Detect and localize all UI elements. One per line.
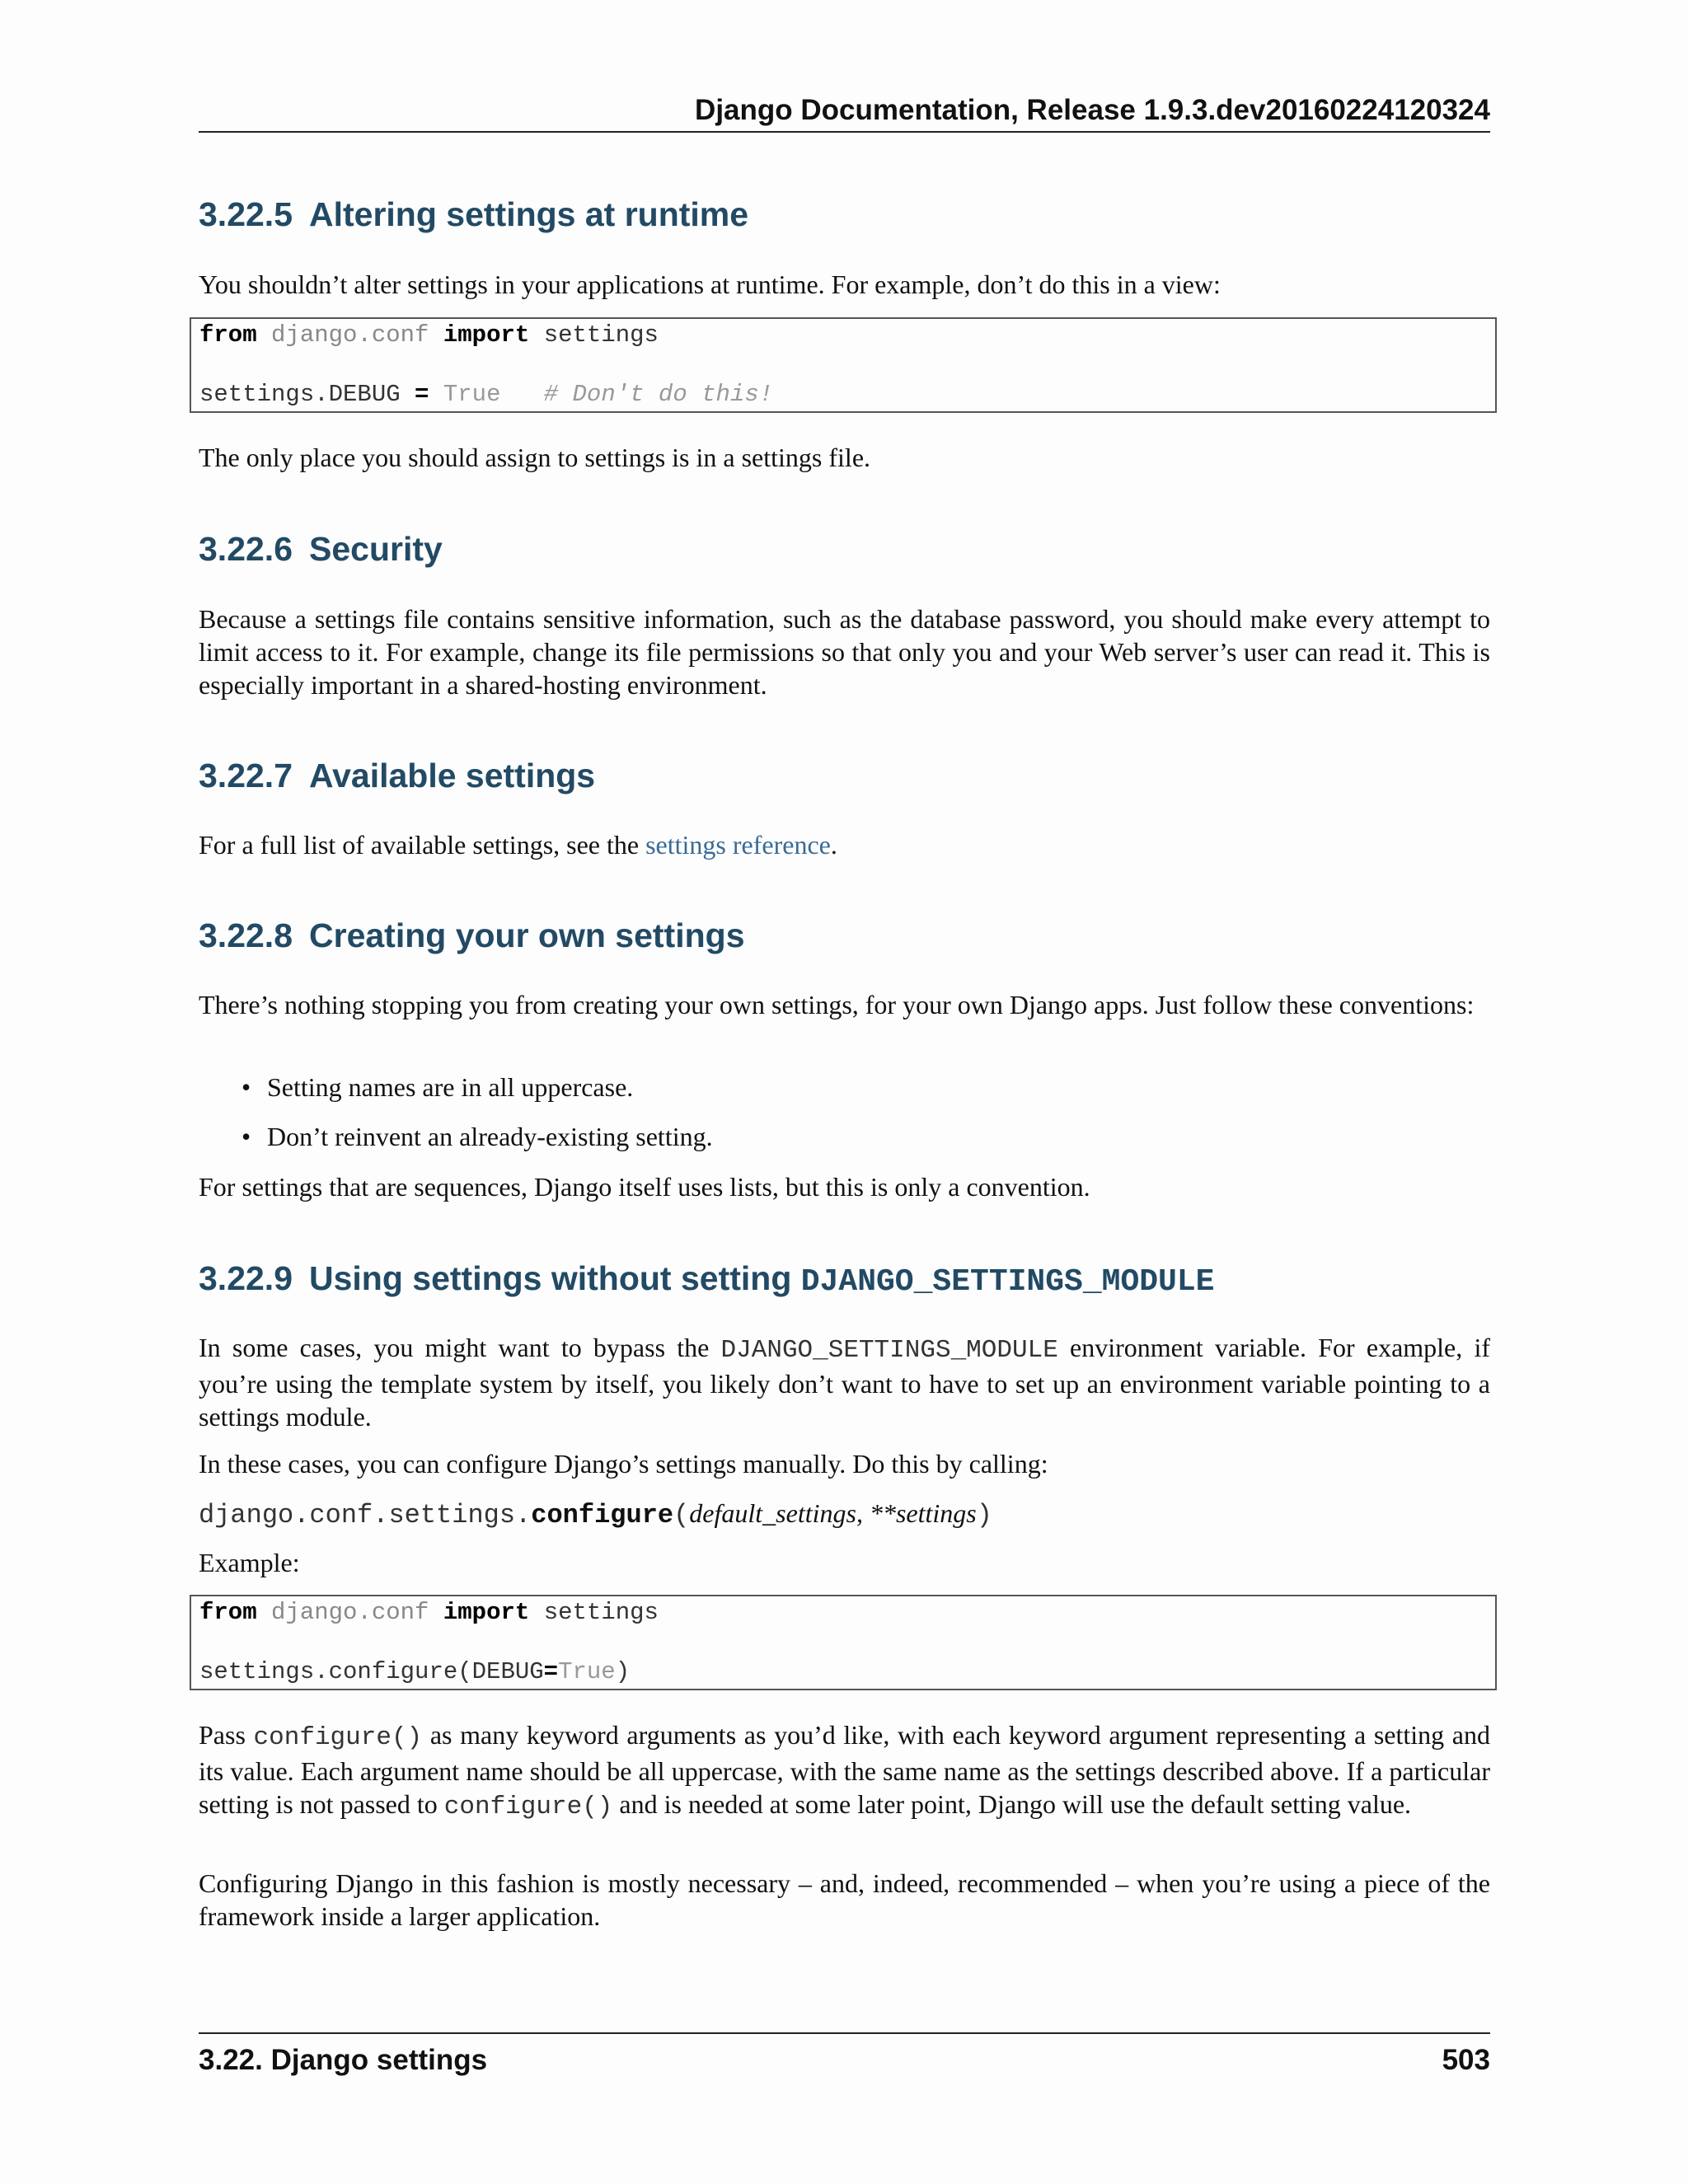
running-header (199, 91, 1490, 133)
paragraph: Configuring Django in this fashion is mostly necessary – and, indeed, recommended – when you’re using a piece of the framework inside a larger application. (199, 1868, 1490, 1931)
paragraph: Example: (199, 1548, 300, 1577)
function-signature: django.conf.settings.configure(default_settings, **settings) (199, 1498, 992, 1530)
section-heading-available-settings: 3.22.7 Available settings (199, 757, 596, 794)
paragraph: There’s nothing stopping you from creating your own settings, for your own Django apps. Just follow these conventions: (199, 990, 1475, 1019)
code-line: settings.DEBUG = True # Don't do this! (199, 381, 774, 408)
list-item: • Setting names are in all uppercase. (241, 1072, 634, 1102)
paragraph: Pass configure() as many keyword arguments as you’d like, with each keyword argument representing a setting and its value. Each argument name should be all uppercase, with the same name as the settings described above. If a particular setting is not passed to configure() and is needed at some later point, Django will use the default setting value. (199, 1720, 1491, 1821)
paragraph: For a full list of available settings, see the settings reference. (199, 830, 837, 860)
section-heading-creating-settings: 3.22.8 Creating your own settings (199, 916, 745, 954)
bullet-list (199, 1071, 713, 1169)
paragraph: The only place you should assign to settings is in a settings file. (199, 443, 871, 472)
code-block-configure (190, 1595, 1497, 1690)
paragraph: In some cases, you might want to bypass the DJANGO_SETTINGS_MODULE environment variable. For example, if you’re using the template system by itself, you likely don’t want to have to set up an environment variable pointing to a settings module. (199, 1333, 1491, 1432)
section-heading-security: 3.22.6 Security (199, 530, 443, 568)
code-line: settings.configure(DEBUG=True) (199, 1658, 631, 1685)
code-line: from django.conf import settings (199, 1599, 659, 1626)
running-footer (199, 2032, 1490, 2080)
code-line: from django.conf import settings (199, 321, 659, 349)
section-title: Altering settings at runtime (309, 195, 749, 233)
section-heading-using-settings: 3.22.9 Using settings without setting DJANGO_SETTINGS_MODULE (199, 1259, 1215, 1300)
paragraph: You shouldn’t alter settings in your applications at runtime. For example, don’t do this in a view: (199, 269, 1221, 299)
footer-section: 3.22. Django settings (199, 2044, 488, 2076)
settings-reference-link[interactable]: settings reference (645, 830, 831, 860)
paragraph: For settings that are sequences, Django itself uses lists, but this is only a convention. (199, 1172, 1090, 1202)
paragraph: In these cases, you can configure Django’s settings manually. Do this by calling: (199, 1449, 1048, 1479)
page-number: 503 (1442, 2044, 1490, 2076)
section-number: 3.22.5 (199, 195, 293, 233)
section-heading-altering-settings (199, 194, 748, 235)
paragraph: Because a settings file contains sensitive information, such as the database password, you should make every attempt to limit access to it. For example, change its file permissions so that only you and your Web server’s user can read it. This is especially important in a shared-hosting environment. (199, 604, 1490, 700)
code-block-runtime (190, 317, 1497, 413)
list-item: • Don’t reinvent an already-existing setting. (241, 1122, 713, 1151)
running-header-title: Django Documentation, Release 1.9.3.dev20160224120324 (695, 94, 1490, 126)
